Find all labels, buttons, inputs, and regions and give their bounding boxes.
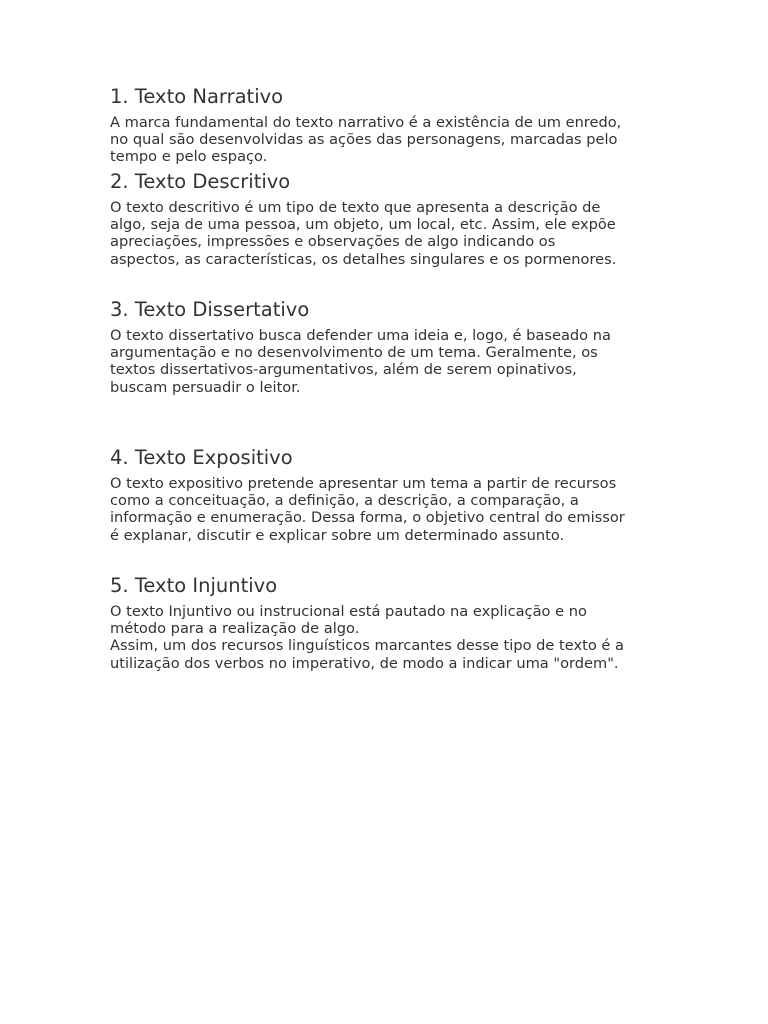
section-paragraph: O texto expositivo pretende apresentar um tema a partir de recursos como a conceituação, a definição, a descrição, a comparação, a informação e enumeração. Dessa forma, o objetivo central do emissor é explanar, discutir e explicar sobre um determinado assunto. xyxy=(110,475,625,544)
section-heading: 2. Texto Descritivo xyxy=(110,170,291,193)
section-paragraph: O texto Injuntivo ou instrucional está pautado na explicação e no método para a realização de algo. xyxy=(110,603,587,638)
section-paragraph: O texto descritivo é um tipo de texto que apresenta a descrição de algo, seja de uma pessoa, um objeto, um local, etc. Assim, ele expõe apreciações, impressões e observações de algo indicando os aspectos, as características, os detalhes singulares e os pormenores. xyxy=(110,199,617,268)
section-heading: 3. Texto Dissertativo xyxy=(110,298,310,321)
section-texto-narrativo xyxy=(110,85,670,166)
section-heading: 4. Texto Expositivo xyxy=(110,446,293,469)
section-texto-dissertativo xyxy=(110,298,670,396)
section-paragraph: A marca fundamental do texto narrativo é a existência de um enredo, no qual são desenvolvidas as ações das personagens, marcadas pelo tempo e pelo espaço. xyxy=(110,114,622,166)
section-heading: 1. Texto Narrativo xyxy=(110,85,284,108)
section-texto-descritivo xyxy=(110,170,670,268)
section-heading: 5. Texto Injuntivo xyxy=(110,574,278,597)
section-texto-injuntivo xyxy=(110,574,670,672)
section-paragraph: O texto dissertativo busca defender uma ideia e, logo, é baseado na argumentação e no desenvolvimento de um tema. Geralmente, os textos dissertativos-argumentativos, além de serem opinativos, buscam persuadir o leitor. xyxy=(110,327,611,396)
section-paragraph: Assim, um dos recursos linguísticos marcantes desse tipo de texto é a utilização dos verbos no imperativo, de modo a indicar uma "ordem". xyxy=(110,637,624,672)
section-texto-expositivo xyxy=(110,446,670,544)
